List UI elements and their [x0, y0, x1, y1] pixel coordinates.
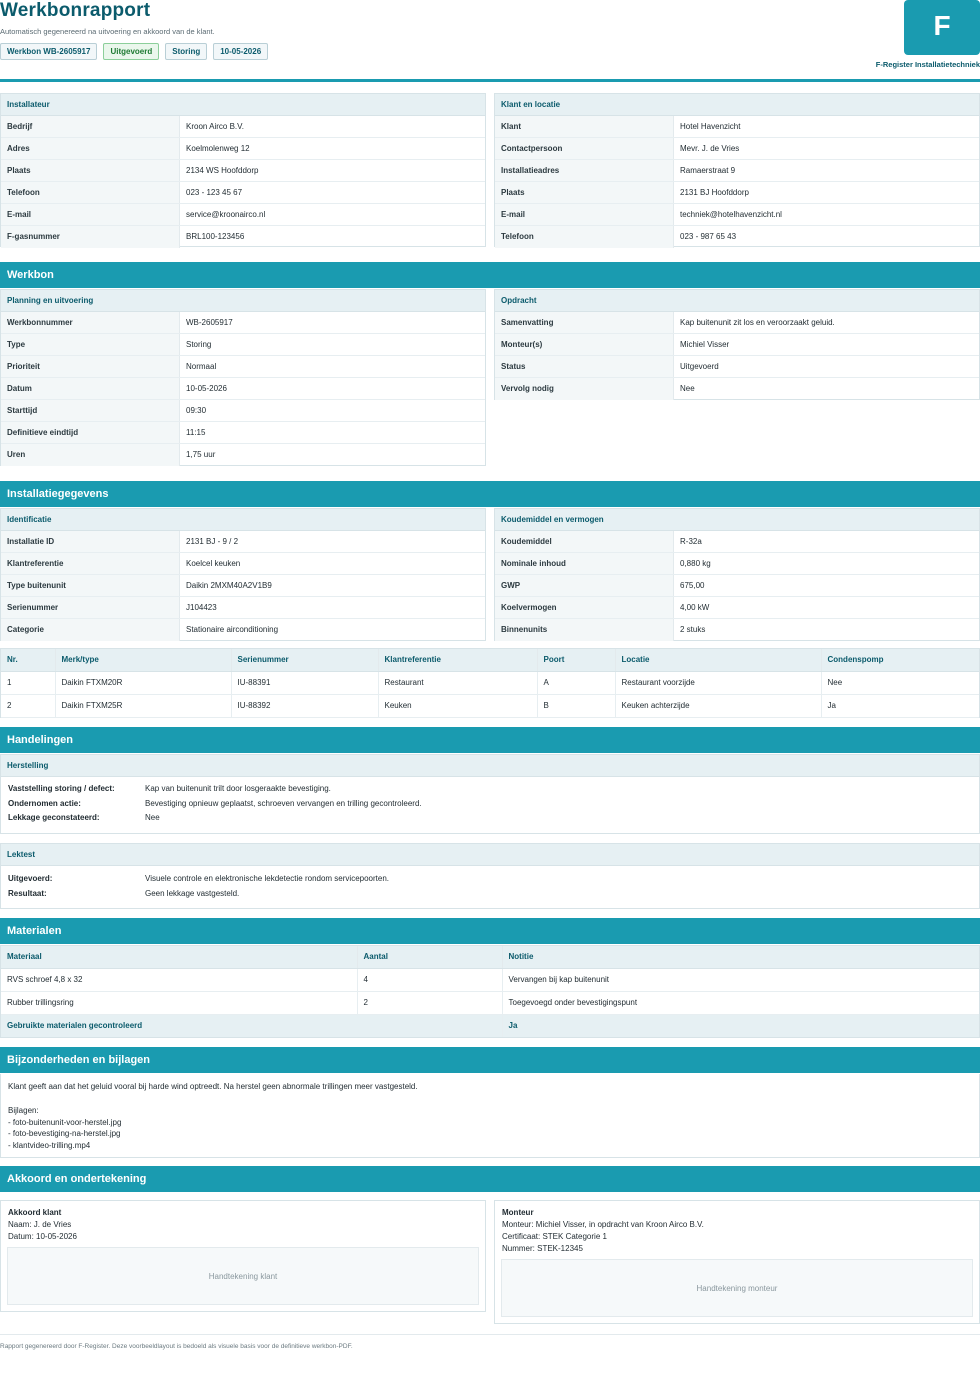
attachments-label: Bijlagen: — [8, 1106, 39, 1115]
section-bijzonderheden: Bijzonderheden en bijlagen — [0, 1047, 980, 1073]
kv-value: 2131 BJ - 9 / 2 — [186, 537, 239, 546]
kv-row — [495, 378, 979, 400]
table-header-row — [1, 649, 979, 671]
table-cell: 2 — [1, 694, 55, 717]
column-header: Condenspomp — [821, 649, 979, 671]
kv-row — [1, 116, 485, 138]
kv-label: Bedrijf — [1, 116, 180, 137]
kv-row — [1, 553, 485, 575]
monteur-number: Nummer: STEK-12345 — [502, 1244, 583, 1253]
kv-label: Monteur(s) — [495, 334, 674, 355]
kv-value: 11:15 — [186, 428, 206, 437]
kv-label: Koudemiddel — [495, 531, 674, 552]
kv-label: GWP — [495, 575, 674, 596]
panel-heading: Identificatie — [1, 509, 485, 531]
type-badge: Storing — [165, 43, 207, 60]
kv-row — [495, 356, 979, 378]
column-header: Serienummer — [231, 649, 378, 671]
panel-heading: Lektest — [1, 844, 979, 866]
planning-panel — [0, 289, 486, 466]
kv-row — [1, 619, 485, 641]
kv-row — [495, 575, 979, 597]
kv-label: Plaats — [1, 160, 180, 181]
kv-label: Koelvermogen — [495, 597, 674, 618]
table-cell: IU-88392 — [231, 694, 378, 717]
detail-row — [8, 872, 972, 887]
kv-label: Klant — [495, 116, 674, 137]
table-cell: Toegevoegd onder bevestigingspunt — [502, 991, 979, 1014]
table-cell: Daikin FTXM20R — [55, 671, 231, 694]
kv-value: WB-2605917 — [186, 318, 233, 327]
table-row — [1, 991, 979, 1014]
detail-row — [8, 811, 972, 826]
table-cell: 2 — [357, 991, 502, 1014]
materials-check-label: Gebruikte materialen gecontroleerd — [1, 1014, 502, 1037]
kv-value: 2134 WS Hoofddorp — [186, 166, 259, 175]
monteur-name: Monteur: Michiel Visser, in opdracht van Kroon Airco B.V. — [502, 1220, 704, 1229]
kv-value: Normaal — [186, 362, 217, 371]
kv-label: Status — [495, 356, 674, 377]
brand-name: F-Register Installatietechniek — [875, 60, 980, 69]
binnenunits-table-panel — [0, 648, 980, 718]
report-footer: Rapport gegenereerd door F-Register. Deze voorbeeldlayout is bedoeld als visuele basis voor de definitieve werkbon-PDF. — [0, 1334, 980, 1350]
kv-row — [495, 597, 979, 619]
kv-value: Michiel Visser — [680, 340, 730, 349]
kv-label: Nominale inhoud — [495, 553, 674, 574]
kv-row — [1, 334, 485, 356]
kv-value: techniek@hotelhavenzicht.nl — [680, 210, 782, 219]
kv-value: BRL100-123456 — [186, 232, 245, 241]
panel-heading: Koudemiddel en vermogen — [495, 509, 979, 531]
kv-row — [495, 204, 979, 226]
kv-label: Definitieve eindtijd — [1, 422, 180, 443]
table-cell: Vervangen bij kap buitenunit — [502, 968, 979, 991]
monteur-signature-area[interactable]: Handtekening monteur — [501, 1259, 973, 1317]
kv-row — [495, 182, 979, 204]
table-cell: Daikin FTXM25R — [55, 694, 231, 717]
klant-akkoord-box — [0, 1200, 486, 1312]
column-header: Notitie — [502, 946, 979, 968]
detail-row — [8, 797, 972, 812]
workorder-badge: Werkbon WB-2605917 — [0, 43, 97, 60]
kv-label: Datum — [1, 378, 180, 399]
kv-label: Werkbonnummer — [1, 312, 180, 333]
detail-value: Bevestiging opnieuw geplaatst, schroeven vervangen en trilling gecontroleerd. — [145, 798, 422, 808]
kv-row — [1, 422, 485, 444]
section-werkbon: Werkbon — [0, 262, 980, 288]
kv-value: service@kroonairco.nl — [186, 210, 266, 219]
kv-label: Starttijd — [1, 400, 180, 421]
kv-row — [1, 226, 485, 248]
kv-row — [1, 138, 485, 160]
kv-label: Serienummer — [1, 597, 180, 618]
section-materialen: Materialen — [0, 918, 980, 944]
detail-label: Uitgevoerd: — [8, 874, 53, 883]
detail-value: Visuele controle en elektronische lekdetectie rondom servicepoorten. — [145, 874, 389, 883]
table-row — [1, 968, 979, 991]
opdracht-panel — [494, 289, 980, 400]
kv-value: Koelcel keuken — [186, 559, 241, 568]
kv-row — [1, 182, 485, 204]
table-cell: Nee — [821, 671, 979, 694]
kv-row — [1, 378, 485, 400]
kv-row — [495, 160, 979, 182]
kv-value: 09:30 — [186, 406, 207, 415]
table-cell: 1 — [1, 671, 55, 694]
column-header: Locatie — [615, 649, 821, 671]
kv-label: Contactpersoon — [495, 138, 674, 159]
kv-value: 4,00 kW — [680, 603, 710, 612]
kv-row — [1, 575, 485, 597]
kv-row — [495, 116, 979, 138]
table-row — [1, 671, 979, 694]
kv-value: 023 - 123 45 67 — [186, 188, 243, 197]
detail-label: Vaststelling storing / defect: — [8, 784, 115, 793]
kv-value: 2 stuks — [680, 625, 706, 634]
kv-label: Plaats — [495, 182, 674, 203]
kv-row — [1, 400, 485, 422]
detail-label: Lekkage geconstateerd: — [8, 813, 100, 822]
kv-label: F-gasnummer — [1, 226, 180, 248]
kv-label: Vervolg nodig — [495, 378, 674, 400]
kv-value: Nee — [680, 384, 695, 393]
table-cell: Restaurant — [378, 671, 537, 694]
table-cell: B — [537, 694, 615, 717]
kv-row — [1, 204, 485, 226]
kv-value: Mevr. J. de Vries — [680, 144, 740, 153]
kv-row — [1, 531, 485, 553]
herstelling-panel — [0, 754, 980, 834]
klant-signature-area[interactable]: Handtekening klant — [7, 1247, 479, 1305]
kv-label: Binnenunits — [495, 619, 674, 641]
column-header: Merk/type — [55, 649, 231, 671]
kv-label: Categorie — [1, 619, 180, 641]
table-cell: IU-88391 — [231, 671, 378, 694]
koudemiddel-panel — [494, 508, 980, 641]
kv-value: Storing — [186, 340, 212, 349]
report-title: Werkbonrapport — [0, 0, 151, 21]
installateur-panel — [0, 93, 486, 247]
panel-heading: Herstelling — [1, 755, 979, 777]
kv-row — [1, 356, 485, 378]
table-cell: A — [537, 671, 615, 694]
panel-heading: Installateur — [1, 94, 485, 116]
kv-label: Installatieadres — [495, 160, 674, 181]
monteur-heading: Monteur — [502, 1208, 534, 1217]
status-badge: Uitgevoerd — [103, 43, 159, 60]
kv-value: J104423 — [186, 603, 217, 612]
kv-value: Uitgevoerd — [680, 362, 719, 371]
section-installatiegegevens: Installatiegegevens — [0, 481, 980, 507]
brand-logo: F — [904, 0, 980, 55]
table-cell: 4 — [357, 968, 502, 991]
section-handelingen: Handelingen — [0, 727, 980, 753]
column-header: Aantal — [357, 946, 502, 968]
detail-label: Ondernomen actie: — [8, 798, 81, 808]
table-row — [1, 694, 979, 717]
kv-value: Koelmolenweg 12 — [186, 144, 250, 153]
monteur-certificate: Certificaat: STEK Categorie 1 — [502, 1232, 607, 1241]
kv-label: Uren — [1, 444, 180, 466]
badge-row — [0, 43, 268, 60]
kv-value: 2131 BJ Hoofddorp — [680, 188, 749, 197]
kv-label: Type buitenunit — [1, 575, 180, 596]
kv-row — [495, 553, 979, 575]
kv-value: 675,00 — [680, 581, 705, 590]
kv-value: Kap buitenunit zit los en veroorzaakt geluid. — [680, 318, 835, 327]
kv-row — [1, 160, 485, 182]
kv-label: Telefoon — [495, 226, 674, 248]
remarks-text: Klant geeft aan dat het geluid vooral bij harde wind optreedt. Na herstel geen abnormale trillingen meer vastgesteld. — [8, 1082, 418, 1091]
kv-value: 1,75 uur — [186, 450, 216, 459]
kv-row — [1, 597, 485, 619]
binnenunits-table — [1, 649, 979, 718]
table-cell: RVS schroef 4,8 x 32 — [1, 968, 357, 991]
kv-row — [495, 619, 979, 641]
materials-check-value: Ja — [508, 1021, 518, 1031]
table-header-row — [1, 946, 979, 968]
kv-label: Type — [1, 334, 180, 355]
attachment-item[interactable]: - foto-bevestiging-na-herstel.jpg — [8, 1129, 121, 1138]
materials-check-row — [1, 1014, 979, 1037]
klant-akkoord-heading: Akkoord klant — [8, 1208, 62, 1217]
date-badge: 10-05-2026 — [213, 43, 268, 60]
kv-value: R-32a — [680, 537, 702, 546]
kv-row — [495, 334, 979, 356]
table-cell: Restaurant voorzijde — [615, 671, 821, 694]
panel-heading: Planning en uitvoering — [1, 290, 485, 312]
attachment-item[interactable]: - foto-buitenunit-voor-herstel.jpg — [8, 1117, 122, 1127]
materialen-table — [1, 946, 979, 1037]
section-akkoord: Akkoord en ondertekening — [0, 1166, 980, 1192]
table-cell: Rubber trillingsring — [1, 991, 357, 1014]
kv-value: 023 - 987 65 43 — [680, 232, 737, 241]
detail-row — [8, 887, 972, 902]
klant-panel — [494, 93, 980, 247]
kv-label: Installatie ID — [1, 531, 180, 552]
kv-row — [1, 312, 485, 334]
detail-value: Kap van buitenunit trilt door losgeraakte bevestiging. — [145, 784, 331, 793]
report-header — [0, 0, 980, 82]
klant-date: Datum: 10-05-2026 — [8, 1232, 77, 1241]
panel-heading: Opdracht — [495, 290, 979, 312]
table-cell: Keuken — [378, 694, 537, 717]
kv-value: Daikin 2MXM40A2V1B9 — [186, 581, 272, 590]
kv-row — [1, 444, 485, 466]
materialen-table-panel — [0, 945, 980, 1038]
kv-value: Ramaerstraat 9 — [680, 166, 736, 175]
kv-value: 0,880 kg — [680, 559, 711, 568]
kv-label: Prioriteit — [1, 356, 180, 377]
attachment-item[interactable]: - klantvideo-trilling.mp4 — [8, 1140, 91, 1150]
kv-row — [495, 312, 979, 334]
lektest-panel — [0, 843, 980, 909]
panel-heading: Klant en locatie — [495, 94, 979, 116]
kv-label: E-mail — [1, 204, 180, 225]
bijzonderheden-panel — [0, 1074, 980, 1158]
table-cell: Keuken achterzijde — [615, 694, 821, 717]
identificatie-panel — [0, 508, 486, 641]
kv-label: Telefoon — [1, 182, 180, 203]
column-header: Nr. — [1, 649, 55, 671]
table-cell: Ja — [821, 694, 979, 717]
detail-row — [8, 782, 972, 797]
column-header: Poort — [537, 649, 615, 671]
kv-label: E-mail — [495, 204, 674, 225]
kv-value: Kroon Airco B.V. — [186, 122, 244, 131]
monteur-box — [494, 1200, 980, 1324]
kv-row — [495, 138, 979, 160]
column-header: Materiaal — [1, 946, 357, 968]
detail-value: Nee — [145, 813, 160, 822]
klant-name: Naam: J. de Vries — [8, 1220, 72, 1229]
kv-value: Stationaire airconditioning — [186, 625, 279, 634]
kv-label: Adres — [1, 138, 180, 159]
column-header: Klantreferentie — [378, 649, 537, 671]
detail-value: Geen lekkage vastgesteld. — [145, 888, 240, 898]
detail-label: Resultaat: — [8, 888, 47, 898]
report-subtitle: Automatisch gegenereerd na uitvoering en akkoord van de klant. — [0, 27, 215, 36]
kv-label: Klantreferentie — [1, 553, 180, 574]
kv-label: Samenvatting — [495, 312, 674, 333]
kv-row — [495, 226, 979, 248]
kv-value: 10-05-2026 — [186, 384, 227, 393]
kv-row — [495, 531, 979, 553]
kv-value: Hotel Havenzicht — [680, 122, 741, 131]
